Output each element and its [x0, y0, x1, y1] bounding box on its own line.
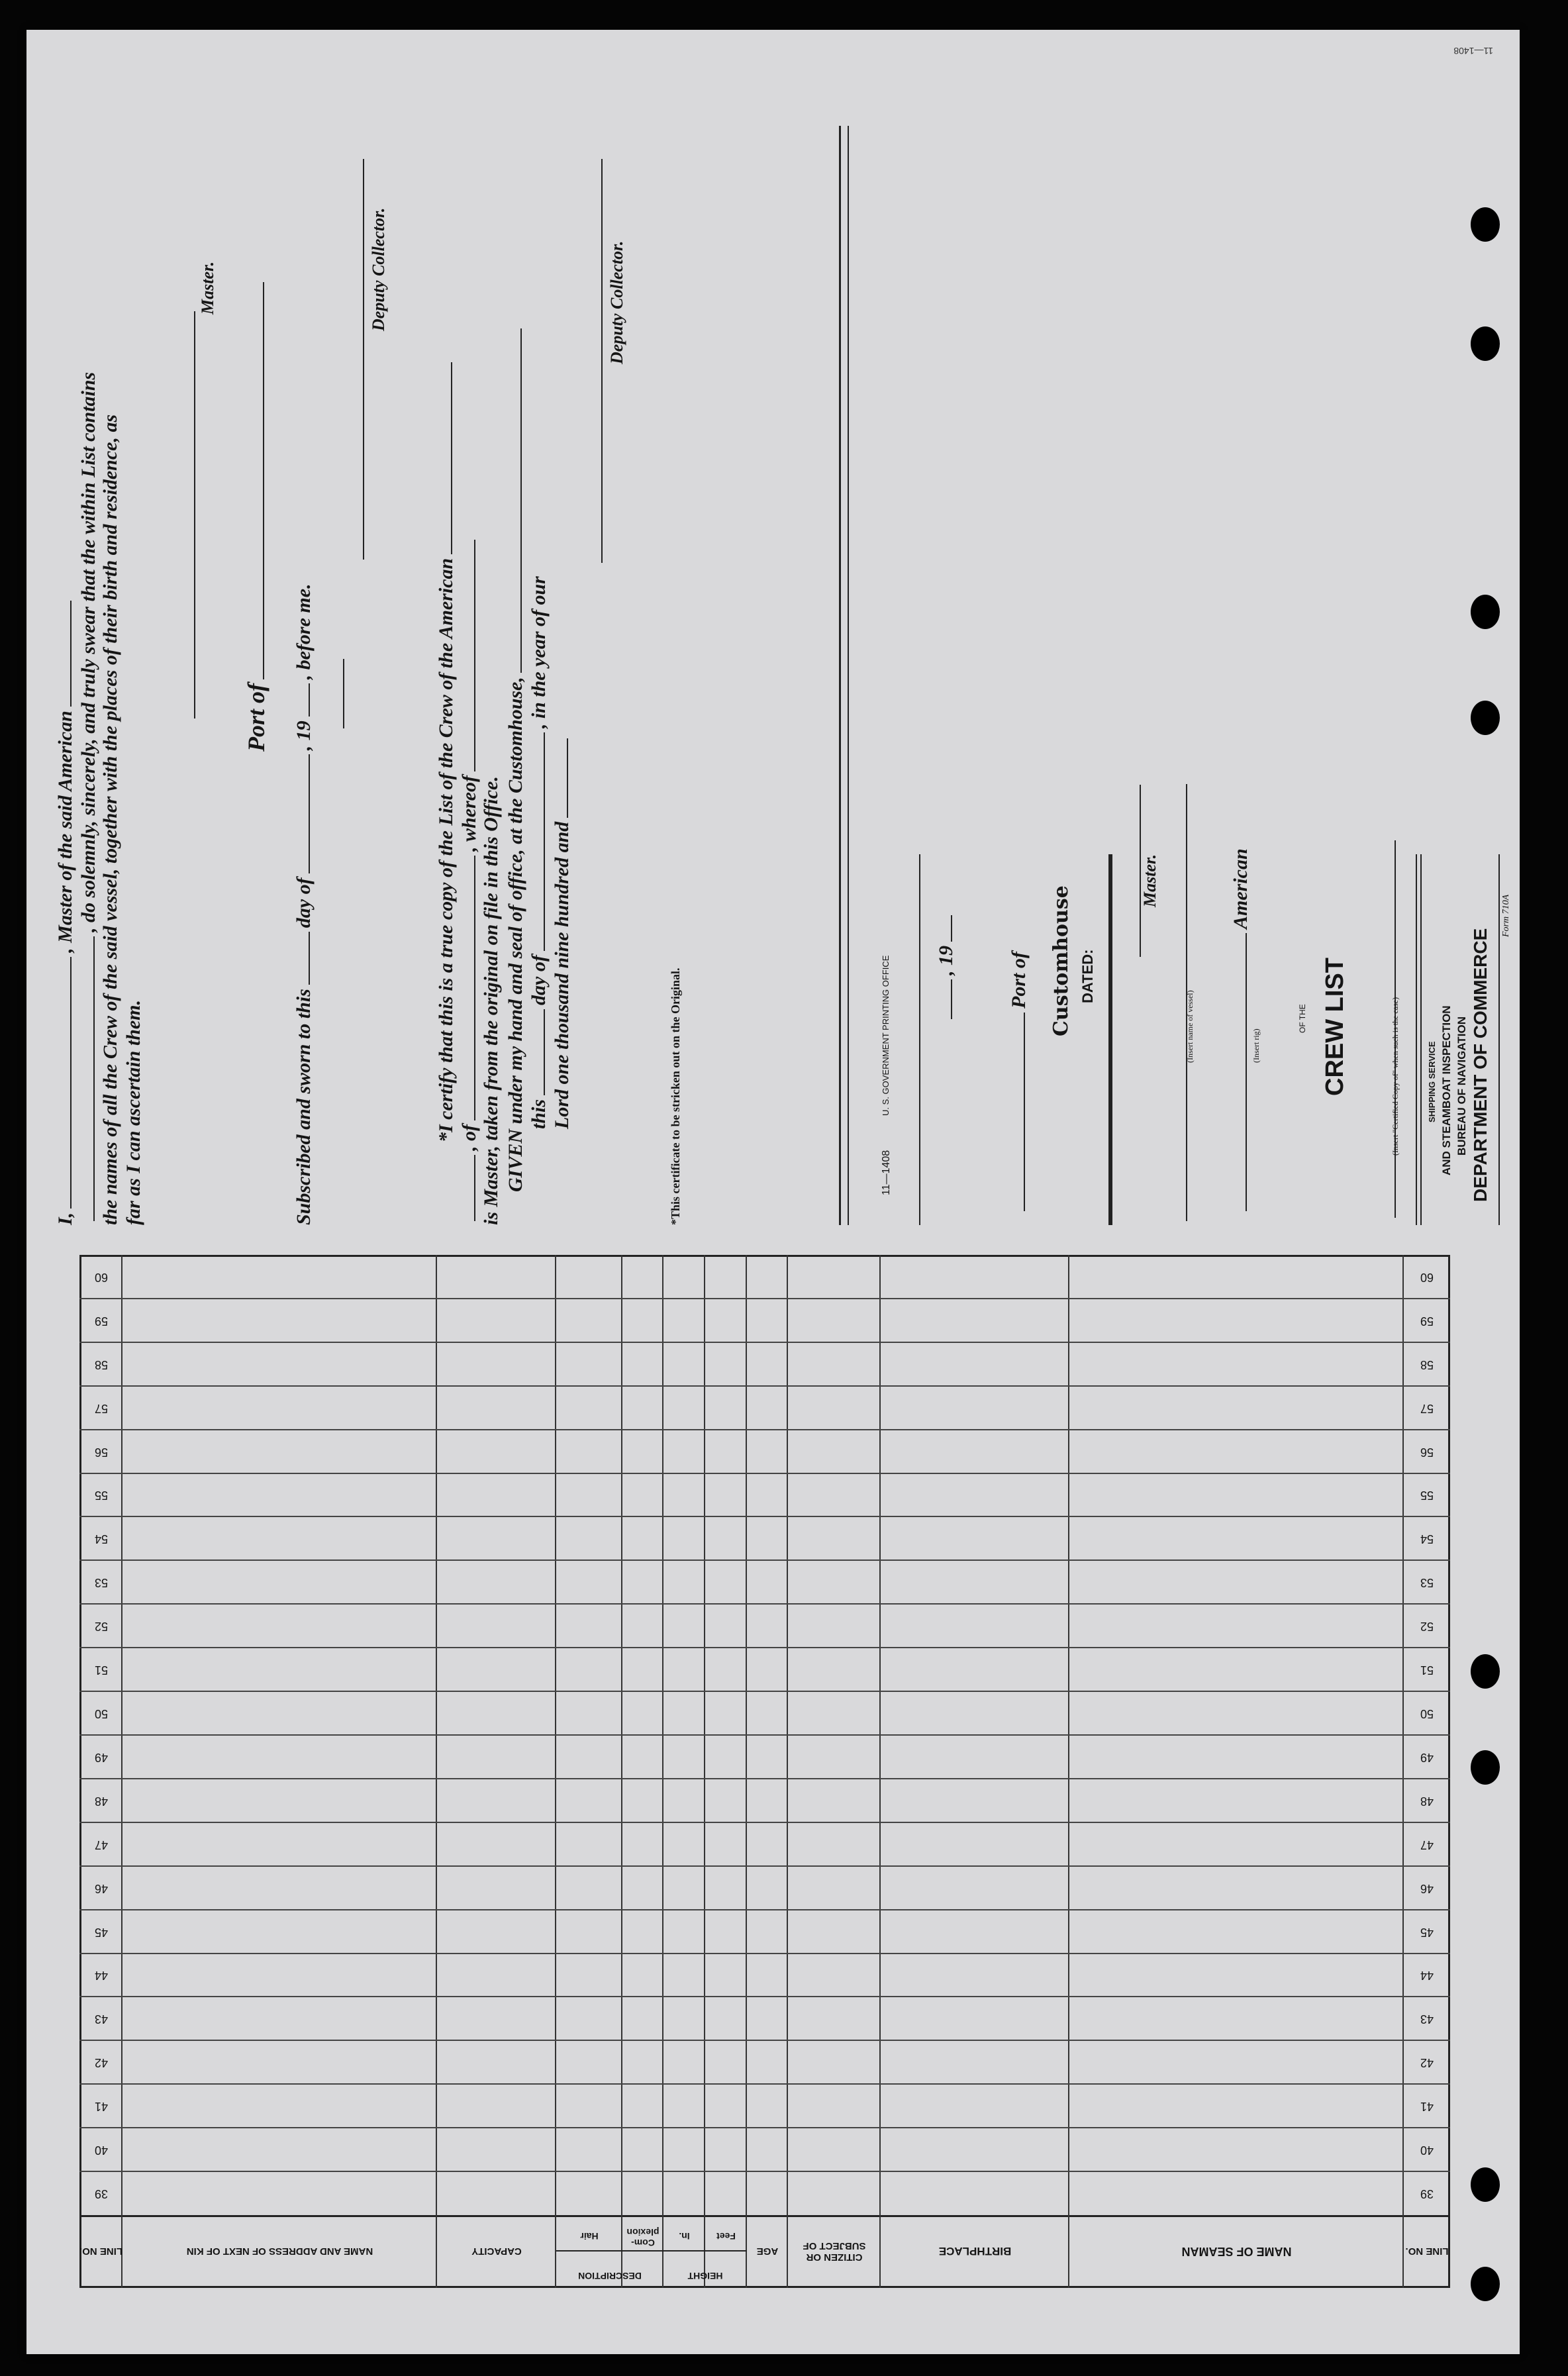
line-number-right: 59 [94, 1314, 109, 1328]
cover-port-of: Port of [1006, 952, 1030, 1215]
line-number-right: 44 [94, 1969, 109, 1983]
printer-code: 11—1408 [881, 1150, 892, 1195]
header-age: AGE [756, 2246, 779, 2257]
oath-section [26, 30, 1520, 1255]
line-number-right: 41 [94, 2100, 109, 2114]
row-rule [79, 1953, 1450, 1954]
line-number-right: 57 [94, 1401, 109, 1415]
header-feet: Feet [716, 2231, 736, 2242]
line-number-left: 54 [1420, 1532, 1434, 1546]
line-number-left: 42 [1420, 2056, 1434, 2070]
deputy-collector: Deputy Collector. [369, 207, 388, 331]
row-rule [79, 1822, 1450, 1823]
crew-table [79, 1255, 1450, 2288]
port-of: Port of [245, 278, 268, 752]
header-name-of-seaman: NAME OF SEAMAN [1181, 2245, 1292, 2259]
line-number-left: 45 [1420, 1925, 1434, 1939]
row-rule [79, 1909, 1450, 1910]
line-number-right: 50 [94, 1707, 109, 1721]
of-the: OF THE [1298, 1004, 1307, 1033]
header-line-no: LINE NO. [1405, 2246, 1449, 2257]
line-number-right: 42 [94, 2056, 109, 2070]
row-rule [79, 1996, 1450, 1997]
binder-hole [1471, 2167, 1500, 2202]
line-number-right: 51 [94, 1663, 109, 1677]
master-signature: Master. [198, 261, 217, 315]
row-rule [79, 1647, 1450, 1648]
line-number-left: 41 [1420, 2100, 1434, 2114]
rotated-form [26, 30, 1520, 2354]
insert-vessel: (Insert name of vessel) [1185, 990, 1195, 1063]
insert-rig: (Insert rig) [1251, 1028, 1261, 1063]
line-number-right: 52 [94, 1620, 109, 1634]
line-number-right: 55 [94, 1489, 109, 1503]
line-number-left: 50 [1420, 1707, 1434, 1721]
line-number-left: 52 [1420, 1620, 1434, 1634]
row-rule [79, 1429, 1450, 1430]
given-line-1: GIVEN under my hand and seal of office, at the Customhouse, [503, 324, 527, 1192]
header-complexion: Com-plexion [626, 2227, 660, 2248]
binder-hole [1471, 1750, 1500, 1785]
form-code-bottom: 11—1408 [1453, 46, 1493, 56]
header-citizen: CITIZEN OR SUBJECT OF [803, 2240, 866, 2263]
row-rule [79, 1342, 1450, 1343]
binder-hole [1471, 2267, 1500, 2301]
binder-hole [1471, 326, 1500, 361]
cover-date: , 19 [934, 911, 957, 1023]
line-number-right: 45 [94, 1925, 109, 1939]
header-next-of-kin: NAME AND ADDRESS OF NEXT OF KIN [186, 2246, 373, 2257]
row-rule [79, 1516, 1450, 1517]
bureau-1: BUREAU OF NAVIGATION [1455, 1016, 1468, 1156]
line-number-left: 44 [1420, 1969, 1434, 1983]
line-number-left: 46 [1420, 1881, 1434, 1895]
row-rule [79, 1603, 1450, 1605]
document-page [26, 30, 1520, 2354]
subscribed-line: Subscribed and sworn to thisday of, 19, before me. [293, 583, 315, 1225]
department: DEPARTMENT OF COMMERCE [1470, 928, 1491, 1202]
cover-master-label: Master. [1140, 854, 1159, 907]
oath-line-4: far as I can ascertain them. [122, 999, 144, 1225]
row-rule [79, 1691, 1450, 1692]
header-hair: Hair [580, 2231, 599, 2242]
row-rule [79, 2127, 1450, 2128]
row-rule [79, 1559, 1450, 1561]
line-number-left: 60 [1420, 1270, 1434, 1284]
line-number-right: 56 [94, 1445, 109, 1459]
binder-hole [1471, 1654, 1500, 1689]
row-rule [79, 1298, 1450, 1299]
row-rule [79, 2083, 1450, 2085]
line-number-left: 43 [1420, 2012, 1434, 2026]
given-line-3: Lord one thousand nine hundred and [550, 734, 573, 1129]
line-number-left: 49 [1420, 1750, 1434, 1764]
binder-hole [1471, 701, 1500, 735]
row-rule [79, 1385, 1450, 1387]
line-number-left: 55 [1420, 1489, 1434, 1503]
header-inches: In. [679, 2231, 690, 2242]
row-rule [79, 1865, 1450, 1867]
binder-hole [1471, 207, 1500, 242]
header-description: DESCRIPTION [578, 2271, 642, 2281]
line-number-left: 47 [1420, 1838, 1434, 1852]
line-number-right: 60 [94, 1270, 109, 1284]
oath-line-2: , do solemnly, sincerely, and truly swear that the within List contains [76, 372, 100, 1225]
given-line-2: thisday of, in the year of our [528, 576, 550, 1129]
footnote: *This certificate to be stricken out on the Original. [669, 967, 682, 1225]
row-rule [79, 1734, 1450, 1736]
dated: DATED: [1079, 949, 1096, 1003]
certify-line-1: *I certify that this is a true copy of the List of the Crew of the American [434, 358, 458, 1142]
line-number-right: 43 [94, 2012, 109, 2026]
line-number-right: 48 [94, 1794, 109, 1808]
line-number-left: 40 [1420, 2144, 1434, 2157]
line-number-right: 58 [94, 1358, 109, 1371]
line-number-left: 58 [1420, 1358, 1434, 1371]
row-rule [79, 2040, 1450, 2041]
row-rule [79, 2171, 1450, 2172]
line-number-right: 40 [94, 2144, 109, 2157]
certified-note: (Insert "Certified Copy of" when such is the case) [1391, 997, 1400, 1156]
line-number-right: 46 [94, 1881, 109, 1895]
oath-line-1: I,, Master of the said American [53, 597, 77, 1225]
line-number-left: 53 [1420, 1576, 1434, 1590]
deputy-collector-2: Deputy Collector. [607, 240, 626, 364]
oath-line-3: the names of all the Crew of the said vessel, together with the places of their birth and residence, as [99, 414, 121, 1225]
header-height: HEIGHT [687, 2271, 723, 2281]
line-number-left: 48 [1420, 1794, 1434, 1808]
line-number-left: 56 [1420, 1445, 1434, 1459]
certify-line-2: , of, whereof [457, 536, 481, 1225]
customhouse: Customhouse [1050, 885, 1073, 1036]
line-number-right: 54 [94, 1532, 109, 1546]
line-number-left: 39 [1420, 2187, 1434, 2201]
binder-hole [1471, 595, 1500, 629]
line-number-right: 47 [94, 1838, 109, 1852]
line-number-right: 49 [94, 1750, 109, 1764]
line-number-left: 57 [1420, 1401, 1434, 1415]
certify-line-3: is Master, taken from the original on file in this Office. [480, 776, 502, 1225]
header-line-no-right: LINE NO. [79, 2246, 122, 2257]
shipping-service: SHIPPING SERVICE [1427, 1041, 1437, 1122]
bureau-2: AND STEAMBOAT INSPECTION [1440, 1005, 1453, 1175]
row-rule [79, 1473, 1450, 1474]
form-number: Form 710A [1501, 894, 1511, 937]
line-number-right: 39 [94, 2187, 109, 2201]
crew-list-title: CREW LIST [1321, 958, 1349, 1096]
printer: U. S. GOVERNMENT PRINTING OFFICE [881, 955, 891, 1116]
header-birthplace: BIRTHPLACE [938, 2245, 1012, 2258]
row-rule [79, 1778, 1450, 1779]
cover-american: American [1228, 848, 1252, 1215]
line-number-left: 51 [1420, 1663, 1434, 1677]
line-number-left: 59 [1420, 1314, 1434, 1328]
line-number-right: 53 [94, 1576, 109, 1590]
header-capacity: CAPACITY [471, 2246, 522, 2257]
